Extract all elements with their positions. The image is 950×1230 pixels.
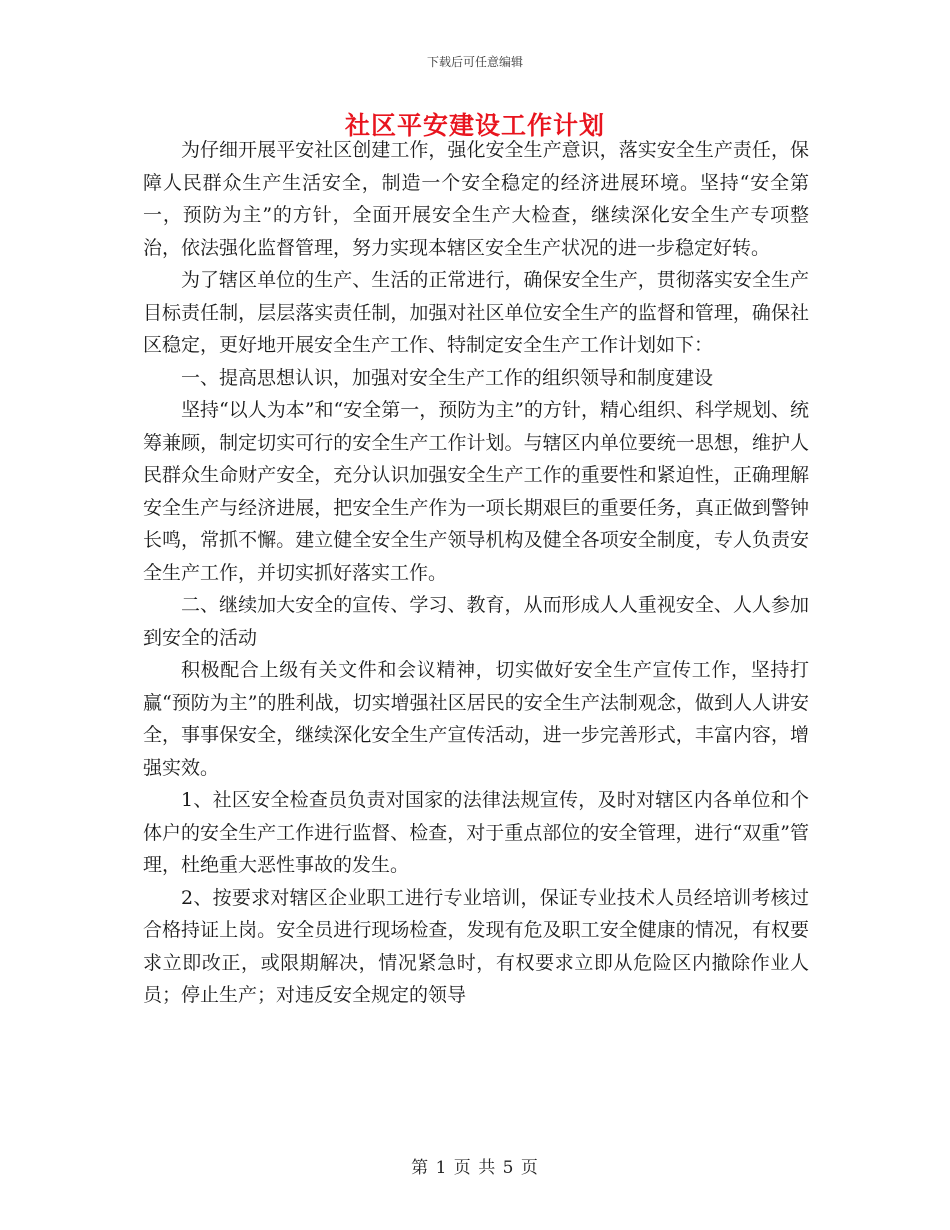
- paragraph-intro: 为仔细开展平安社区创建工作，强化安全生产意识，落实安全生产责任，保障人民群众生产生活安全，制造一个安全稳定的经济进展环境。坚持“安全第一，预防为主”的方针，全面开展安全生产大检查，继续深化安全生产专项整治，依法强化监督管理，努力实现本辖区安全生产状况的进一步稳定好转。: [143, 139, 809, 259]
- section-heading-2: 二、继续加大安全的宣传、学习、教育，从而形成人人重视安全、人人参加到安全的活动: [143, 594, 809, 649]
- paragraph-purpose: 为了辖区单位的生产、生活的正常进行，确保安全生产，贯彻落实安全生产目标责任制，层层落实责任制，加强对社区单位安全生产的监督和管理，确保社区稳定，更好地开展安全生产工作、特制定安全生产工作计划如下：: [143, 269, 809, 356]
- page-header-note: 下载后可任意编辑: [426, 55, 523, 69]
- list-item-1: 1、社区安全检查员负责对国家的法律法规宣传，及时对辖区内各单位和个体户的安全生产工作进行监督、检查，对于重点部位的安全管理，进行“双重”管理，杜绝重大恶性事故的发生。: [143, 789, 809, 876]
- document-title: 社区平安建设工作计划: [344, 111, 605, 140]
- section-heading-1: 一、提高思想认识，加强对安全生产工作的组织领导和制度建设: [181, 366, 714, 389]
- paragraph-section-1: 坚持“以人为本”和“安全第一，预防为主”的方针，精心组织、科学规划、统筹兼顾，制定切实可行的安全生产工作计划。与辖区内单位要统一思想，维护人民群众生命财产安全，充分认识加强安全生产工作的重要性和紧迫性，正确理解安全生产与经济进展，把安全生产作为一项长期艰巨的重要任务，真正做到警钟长鸣，常抓不懈。建立健全安全生产领导机构及健全各项安全制度，专人负责安全生产工作，并切实抓好落实工作。: [143, 399, 809, 584]
- paragraph-section-2: 积极配合上级有关文件和会议精神，切实做好安全生产宣传工作，坚持打赢“预防为主”的胜利战，切实增强社区居民的安全生产法制观念，做到人人讲安全，事事保安全，继续深化安全生产宣传活动，进一步完善形式，丰富内容，增强实效。: [143, 659, 809, 779]
- page-footer-number: 第 1 页 共 5 页: [411, 1158, 539, 1178]
- list-item-2: 2、按要求对辖区企业职工进行专业培训，保证专业技术人员经培训考核过合格持证上岗。安全员进行现场检查，发现有危及职工安全健康的情况，有权要求立即改正，或限期解决，情况紧急时，有权要求立即从危险区内撤除作业人员；停止生产；对违反安全规定的领导: [143, 886, 809, 1006]
- document-body: [143, 134, 809, 1012]
